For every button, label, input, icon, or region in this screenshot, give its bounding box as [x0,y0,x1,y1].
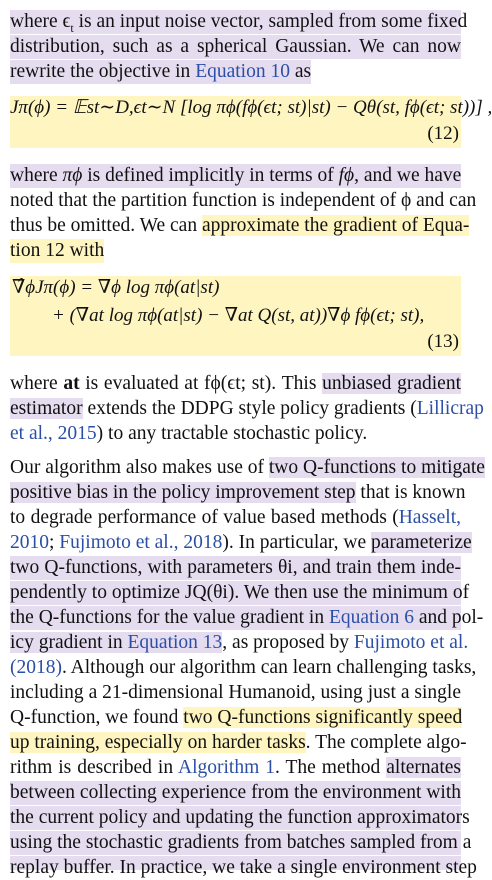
equation-13-number: (13) [427,331,459,352]
p4-line-14 [10,781,461,805]
p3-line-3 [10,422,461,446]
text: is evaluated at fϕ(ϵt; st). This [79,373,323,394]
equation-13-line-1: ∇̂ϕJπ(ϕ) = ∇ϕ log πϕ(at|st) [12,277,220,298]
highlight: alternates [386,757,461,778]
text: ) to any tractable stochastic policy. [96,423,368,444]
highlight: positive bias in the policy improvement step [10,482,356,503]
p2-line-2 [10,189,477,213]
subscript: t [70,20,74,35]
text: . The method [274,757,387,778]
lillicrap-citation-year[interactable]: et al., 2015 [10,423,97,444]
text: , and we have [354,165,462,186]
highlight: parameterize [371,532,472,553]
text: where [10,165,63,186]
p4-line-17 [10,856,477,878]
equation-13-block [10,276,461,356]
math: fϕ [338,165,355,186]
highlight: two Q-functions significantly speed [183,707,463,728]
text: including a 21-dimensional Humanoid, using just a single [10,682,461,703]
equation-12-number: (12) [427,123,459,144]
text: where ϵ [10,11,71,32]
p1-line-3 [10,60,311,84]
text: Q-function, we found [10,707,184,728]
p4-line-16 [10,831,472,855]
p4-line-12 [10,731,467,755]
p4-line-3 [10,506,461,530]
p4-line-4 [10,531,472,555]
text: noted that the partition function is independent of ϕ and can [10,190,477,211]
highlight: unbiased gradient [322,373,461,394]
text: rewrite the objective in [10,61,196,82]
highlight: estimator [10,398,83,419]
text: where [10,373,64,394]
p1-line-2 [10,35,461,59]
text: two Q-functions, with parameters θi, and train them inde- [10,557,461,578]
p4-line-15 [10,806,470,830]
equation-10-link[interactable]: Equation 10 [195,61,290,82]
p4-line-11 [10,706,461,730]
text: rithm is described in [10,757,178,778]
hasselt-citation-year[interactable]: 2010 [10,532,49,553]
text: is defined implicitly in terms of [82,165,339,186]
text: , as proposed by [222,632,354,653]
text: is an input noise vector, sampled from some fixed [73,11,468,32]
equation-13-link[interactable]: Equation 13 [127,632,223,653]
p2-line-1 [10,164,461,188]
text: pendently to optimize JQ(θi). We then use the minimum of [10,582,470,603]
p2-line-3 [10,214,470,238]
equation-12-block [10,96,492,148]
p4-line-9 [10,656,477,680]
algorithm-1-link[interactable]: Algorithm 1 [178,757,275,778]
text: ). In particular, we [222,532,371,553]
equation-13-line-2: + (∇at log πϕ(at|st) − ∇at Q(st, at))∇ϕ fϕ(ϵt; st), [52,305,425,326]
text: distribution, such as a spherical Gaussian. We can now [10,36,461,57]
text: . The complete algo- [305,732,467,753]
p4-line-6 [10,581,470,605]
text: tion 12 with [10,240,105,261]
p4-line-7 [10,606,484,630]
math: πϕ [62,165,83,186]
p4-line-1 [10,456,485,480]
equation-6-link[interactable]: Equation 6 [328,607,414,628]
p1-line-1 [10,10,468,35]
p3-line-2 [10,397,484,421]
highlight: two Q-functions to mitigate [268,457,485,478]
p4-line-10 [10,681,461,705]
equation-12: Jπ(ϕ) = 𝔼st∼D,ϵt∼N [log πϕ(fϕ(ϵt; st)|st) − Qθ(st, fϕ(ϵt; st))] , [10,97,492,118]
text: extends the DDPG style policy gradients ( [82,398,417,419]
text: the Q-functions for the value gradient in [10,607,329,628]
text: that is known [355,482,466,503]
fujimoto-citation-2[interactable]: Fujimoto et al. [353,632,469,653]
text: as [289,61,312,82]
text: and pol- [413,607,484,628]
fujimoto-citation[interactable]: Fujimoto et al., 2018 [59,532,223,553]
highlight: icy gradient in [10,632,128,653]
p3-line-1 [10,372,461,396]
highlight: approximate the gradient of Equa- [201,215,470,236]
text: to degrade performance of value based methods ( [10,507,399,528]
p4-line-5 [10,556,461,580]
text: between collecting experience from the environment with [10,782,461,803]
p4-line-13 [10,756,461,780]
text: Our algorithm also makes use of [10,457,269,478]
fujimoto-citation-2-year[interactable]: (2018) [10,657,62,678]
p2-line-4 [10,239,104,263]
text: thus be omitted. We can [10,215,202,236]
text: ; [49,532,60,553]
hasselt-citation[interactable]: Hasselt, [398,507,461,528]
text: the current policy and updating the function approximators [10,807,470,828]
math: at [63,373,80,394]
text: . Although our algorithm can learn challenging tasks, [62,657,477,678]
lillicrap-citation[interactable]: Lillicrap [416,398,484,419]
p4-line-2 [10,481,466,505]
highlight: up training, especially on harder tasks [10,732,306,753]
text: using the stochastic gradients from batches sampled from a [10,832,472,853]
p4-line-8 [10,631,469,655]
text: replay buffer. In practice, we take a single environment step [10,857,477,878]
